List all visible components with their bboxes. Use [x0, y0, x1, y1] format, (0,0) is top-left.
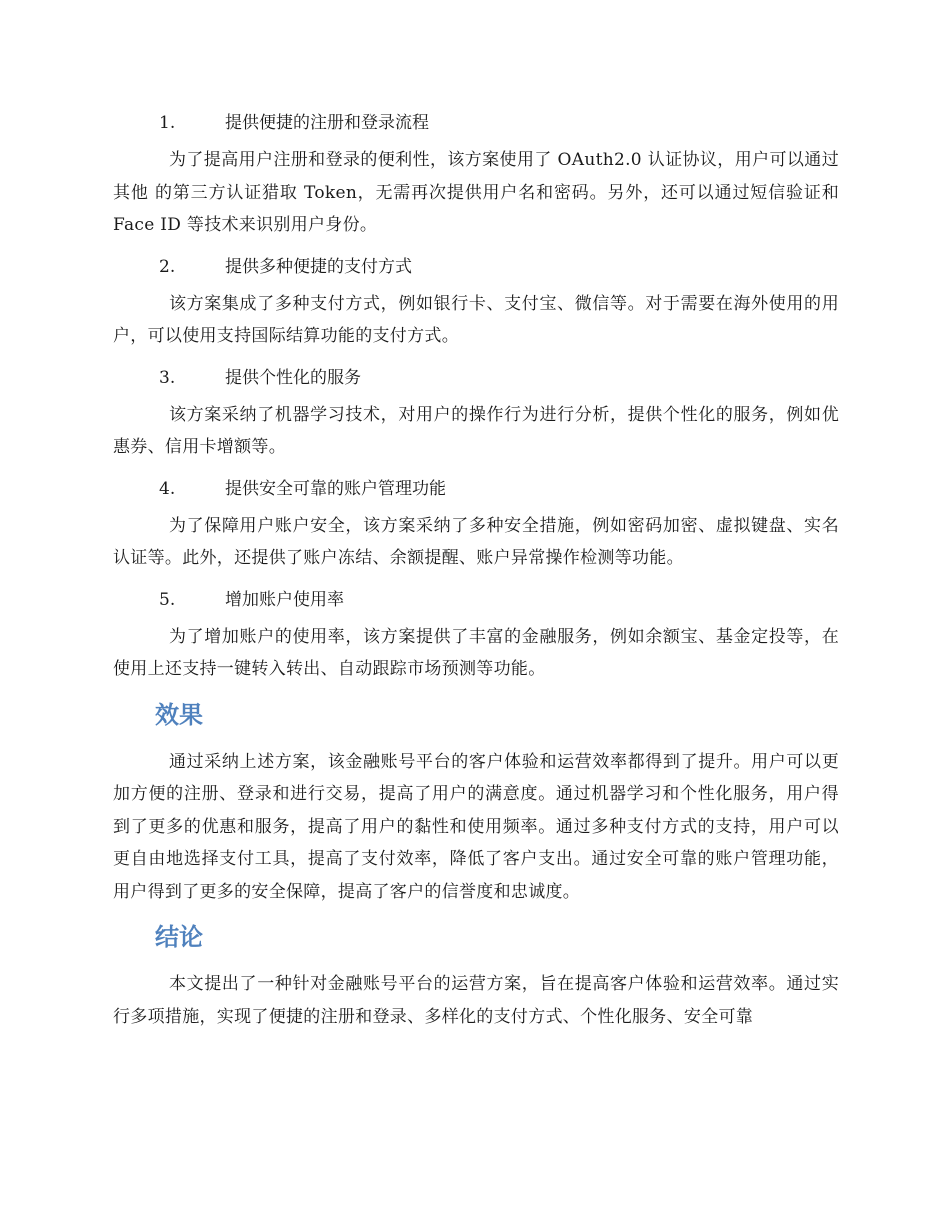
- effect-paragraph: 通过采纳上述方案，该金融账号平台的客户体验和运营效率都得到了提升。用户可以更加方便的注册、登录和进行交易，提高了用户的满意度。通过机器学习和个性化服务，用户得到了更多的优惠和服务，提高了用户的黏性和使用频率。通过多种支付方式的支持，用户可以更自由地选择支付工具，提高了支付效率，降低了客户支出。通过安全可靠的账户管理功能，用户得到了更多的安全保障，提高了客户的信誉度和忠诚度。: [113, 751, 839, 902]
- list-item-title: 增加账户使用率: [225, 589, 344, 610]
- list-item-1: [113, 106, 839, 140]
- list-number: 5.: [159, 589, 176, 610]
- conclusion-paragraph: 本文提出了一种针对金融账号平台的运营方案，旨在提高客户体验和运营效率。通过实行多项措施，实现了便捷的注册和登录、多样化的支付方式、个性化服务、安全可靠: [113, 974, 839, 1027]
- list-number: 1.: [159, 113, 176, 133]
- list-item-title: 提供安全可靠的账户管理功能: [225, 478, 446, 499]
- list-item-title: 提供便捷的注册和登录流程: [225, 113, 429, 133]
- list-item-title: 提供多种便捷的支付方式: [225, 256, 412, 277]
- section-heading-conclusion: 结论: [155, 923, 203, 951]
- list-item-description: 该方案集成了多种支付方式，例如银行卡、支付宝、微信等。对于需要在海外使用的用户，可以使用支持国际结算功能的支付方式。: [113, 293, 839, 346]
- list-number: 4.: [159, 478, 176, 499]
- document-content: [113, 106, 839, 1041]
- list-number: 2.: [159, 256, 176, 277]
- section-heading-effect: 效果: [155, 700, 203, 729]
- list-item-5: [113, 583, 839, 617]
- list-number: 3.: [159, 367, 176, 388]
- list-item-description: 为了保障用户账户安全，该方案采纳了多种安全措施，例如密码加密、虚拟键盘、实名认证等。此外，还提供了账户冻结、余额提醒、账户异常操作检测等功能。: [113, 515, 839, 568]
- list-item-title: 提供个性化的服务: [225, 367, 361, 388]
- list-item-3: [113, 361, 839, 395]
- list-item-description: 为了增加账户的使用率，该方案提供了丰富的金融服务，例如余额宝、基金定投等，在使用上还支持一键转入转出、自动跟踪市场预测等功能。: [113, 626, 839, 679]
- list-item-description: 该方案采纳了机器学习技术，对用户的操作行为进行分析，提供个性化的服务，例如优惠券、信用卡增额等。: [113, 404, 839, 457]
- list-item-2: [113, 250, 839, 284]
- list-item-description: 为了提高用户注册和登录的便利性，该方案使用了 OAuth2.0 认证协议，用户可以通过其他 的第三方认证猎取 Token，无需再次提供用户名和密码。另外，还可以通过短信验证和 Face ID 等技术来识别用户身份。: [113, 150, 839, 235]
- list-item-4: [113, 472, 839, 506]
